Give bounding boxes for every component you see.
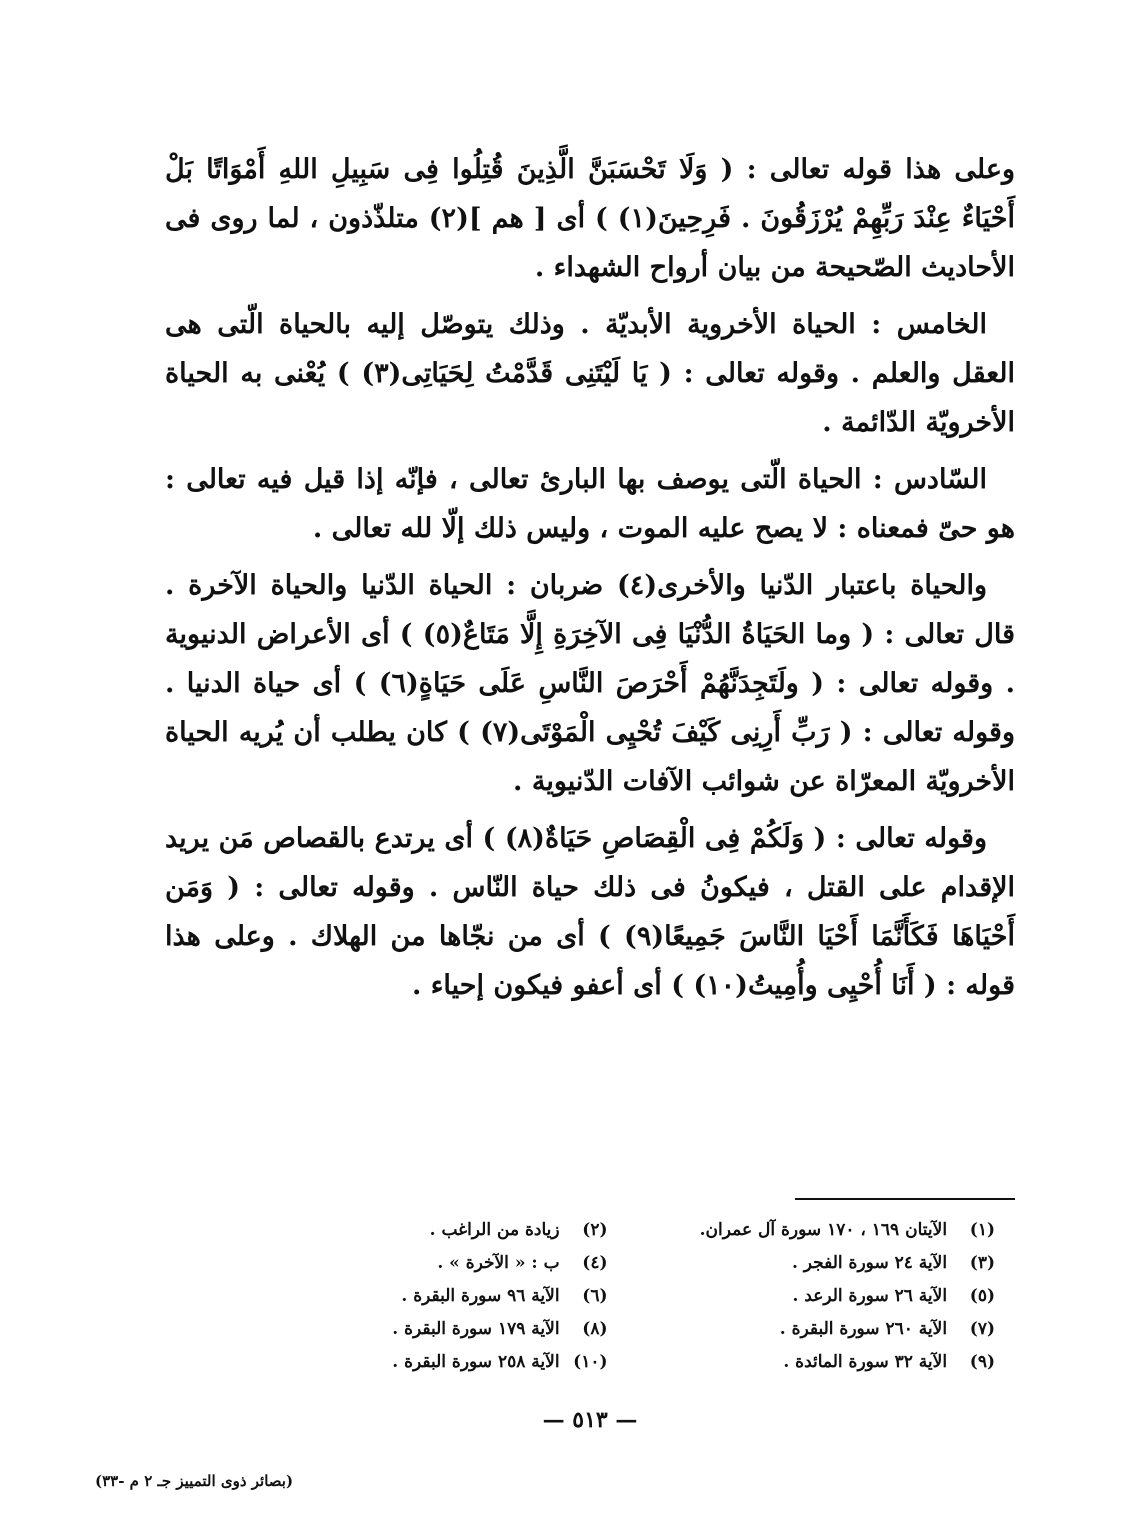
footnote-separator — [795, 1198, 1015, 1200]
footnotes — [250, 1215, 995, 1377]
footnote-text: الآية ١٧٩ سورة البقرة . — [392, 1319, 560, 1339]
footnote — [250, 1215, 608, 1245]
footnote — [638, 1314, 996, 1344]
footnote — [250, 1314, 608, 1344]
page-number: — ٥١٣ — — [542, 1407, 638, 1433]
paragraph: وعلى هذا قوله تعالى : ( وَلَا تَحْسَبَنَّ الَّذِينَ قُتِلُوا فِى سَبِيلِ اللهِ أَمْوَاتًا بَلْ أَحْيَاءٌ عِنْدَ رَبِّهِمْ يُرْزَقُونَ . فَرِحِينَ(١) ) أى [ هم ](٢) متلذّذون ، لما روى فى الأحاديث الصّحيحة من بيان أرواح الشهداء . — [165, 154, 1015, 283]
signature-line: (بصائر ذوى التمييز جـ ٢ م -٣٣) — [95, 1472, 294, 1490]
footnote-number: (٣) — [969, 1253, 995, 1273]
footnote — [250, 1347, 608, 1377]
footnote — [638, 1347, 996, 1377]
footnote-number: (٤) — [582, 1253, 608, 1273]
footnote — [250, 1281, 608, 1311]
footnote-text: الآية ٢٤ سورة الفجر . — [791, 1253, 948, 1273]
footnote — [638, 1248, 996, 1278]
footnote-number: (٧) — [969, 1319, 995, 1339]
footnote-number: (٥) — [969, 1286, 995, 1306]
paragraph: وقوله تعالى : ( وَلَكُمْ فِى الْقِصَاصِ حَيَاةٌ(٨) ) أى يرتدع بالقصاص مَن يريد الإقدام على القتل ، فيكونُ فى ذلك حياة النّاس . وقوله تعالى : ( وَمَن أَحْيَاهَا فَكَأَنَّمَا أَحْيَا النَّاسَ جَمِيعًا(٩) ) أى من نجّاها من الهلاك . وعلى هذا قوله : ( أَنَا أُحْيِى وأُمِيتُ(١٠) ) أى أعفو فيكون إحياء . — [165, 823, 1015, 1001]
footnote — [638, 1281, 996, 1311]
footnote-text: الآية ٢٦٠ سورة البقرة . — [779, 1319, 948, 1339]
paragraph: السّادس : الحياة الّتى يوصف بها البارئ تعالى ، فإنّه إذا قيل فيه تعالى : هو حىّ فمعناه : لا يصح عليه الموت ، وليس ذلك إلّا لله تعالى . — [165, 464, 1015, 544]
footnote-number: (٦) — [582, 1286, 608, 1306]
footnote-text: الآية ٩٦ سورة البقرة . — [401, 1286, 560, 1306]
footnote-number: (٢) — [582, 1220, 608, 1240]
paragraph: الخامس : الحياة الأخروية الأبديّة . وذلك يتوصّل إليه بالحياة الّتى هى العقل والعلم . وقوله تعالى : ( يَا لَيْتَنِى قَدَّمْتُ لِحَيَاتِى(٣) ) يُعْنى به الحياة الأخرويّة الدّائمة . — [165, 309, 1015, 438]
footnote-number: (٨) — [582, 1319, 608, 1339]
footnote — [638, 1215, 996, 1245]
footnote-text: الآية ٢٦ سورة الرعد . — [792, 1286, 948, 1306]
footnote-text: زيادة من الراغب . — [429, 1220, 560, 1240]
footnote-text: الآية ٢٥٨ سورة البقرة . — [392, 1352, 560, 1372]
footnote-number: (١٠) — [573, 1352, 608, 1372]
footnote-text: الآية ٣٢ سورة المائدة . — [783, 1352, 948, 1372]
footnote — [250, 1248, 608, 1278]
paragraph: والحياة باعتبار الدّنيا والأخرى(٤) ضربان : الحياة الدّنيا والحياة الآخرة . قال تعالى : ( وما الحَيَاةُ الدُّنْيَا فِى الآخِرَةِ إِلَّا مَتَاعٌ(٥) ) أى الأعراض الدنيوية . وقوله تعالى : ( ولَتَجِدَنَّهُمْ أَحْرَصَ النَّاسِ عَلَى حَيَاةٍ(٦) ) أى حياة الدنيا . وقوله تعالى : ( رَبِّ أَرِنِى كَيْفَ تُحْيِى الْمَوْتَى(٧) ) كان يطلب أن يُريه الحياة الأخرويّة المعرّاة عن شوائب الآفات الدّنيوية . — [165, 570, 1015, 797]
footnote-text: ب : « الآخرة » . — [437, 1253, 560, 1273]
main-text — [165, 145, 1015, 1018]
footnote-text: الآيتان ١٦٩ ، ١٧٠ سورة آل عمران. — [699, 1220, 948, 1240]
footnote-number: (١) — [969, 1220, 995, 1240]
footnote-number: (٩) — [969, 1352, 995, 1372]
